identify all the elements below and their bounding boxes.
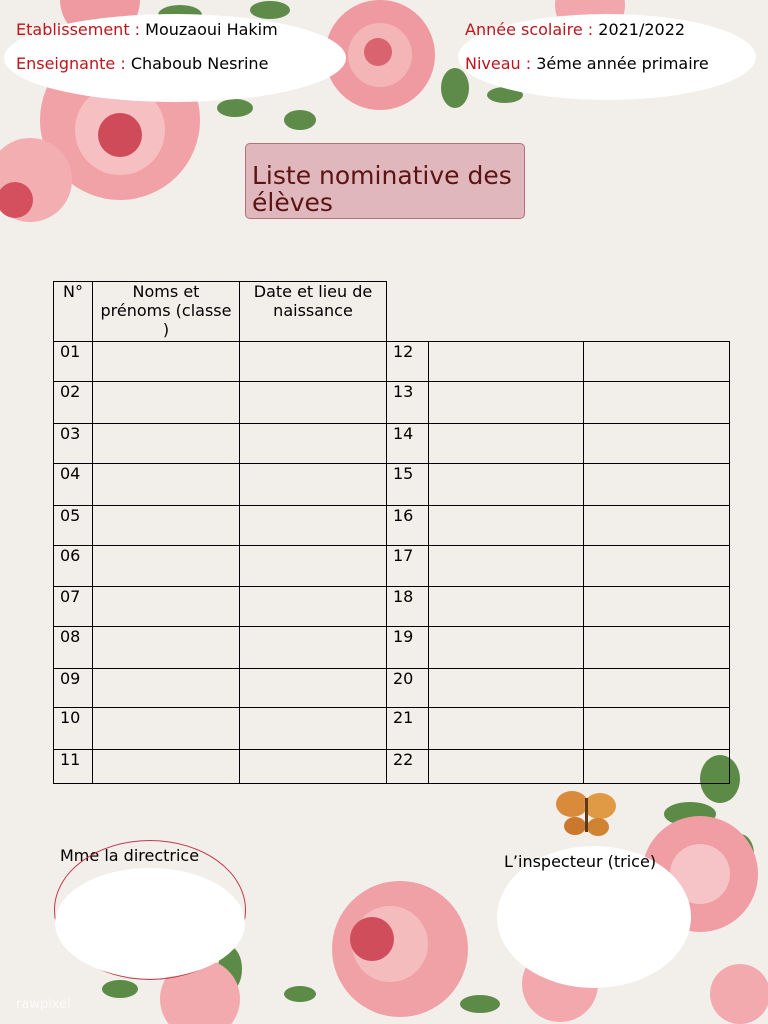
inspector-signature-label: L’inspecteur (trice): [504, 852, 657, 871]
school-value: Mouzaoui Hakim: [145, 20, 278, 39]
row-number: 10: [54, 708, 93, 750]
birth-cell[interactable]: [240, 342, 387, 382]
table-row: [54, 424, 730, 464]
birth-cell[interactable]: [584, 708, 730, 750]
butterfly-icon: [556, 791, 616, 836]
birth-cell[interactable]: [584, 424, 730, 464]
row-number: 04: [54, 464, 93, 506]
birth-cell[interactable]: [240, 506, 387, 546]
row-number: 22: [387, 750, 429, 784]
table-header-row: [54, 282, 730, 342]
table-row: [54, 546, 730, 587]
name-cell[interactable]: [429, 587, 584, 627]
col-header-names: Noms et prénoms (classe ): [93, 282, 240, 342]
col-header-birth: Date et lieu de naissance: [240, 282, 387, 342]
student-list-table: [53, 281, 730, 784]
table-row: [54, 750, 730, 784]
row-number: 12: [387, 342, 429, 382]
birth-cell[interactable]: [240, 669, 387, 708]
row-number: 07: [54, 587, 93, 627]
birth-cell[interactable]: [240, 587, 387, 627]
name-cell[interactable]: [93, 424, 240, 464]
name-cell[interactable]: [429, 506, 584, 546]
birth-cell[interactable]: [240, 464, 387, 506]
row-number: 20: [387, 669, 429, 708]
year-line: [465, 20, 685, 39]
birth-cell[interactable]: [584, 506, 730, 546]
name-cell[interactable]: [93, 342, 240, 382]
row-number: 18: [387, 587, 429, 627]
name-cell[interactable]: [93, 506, 240, 546]
birth-cell[interactable]: [584, 464, 730, 506]
table-row: [54, 506, 730, 546]
row-number: 19: [387, 627, 429, 669]
row-number: 03: [54, 424, 93, 464]
table-row: [54, 382, 730, 424]
row-number: 06: [54, 546, 93, 587]
birth-cell[interactable]: [240, 424, 387, 464]
table-row: [54, 587, 730, 627]
table-row: [54, 627, 730, 669]
table-row: [54, 669, 730, 708]
teacher-label: Enseignante :: [16, 54, 126, 73]
name-cell[interactable]: [93, 708, 240, 750]
level-line: [465, 54, 709, 73]
level-value: 3éme année primaire: [536, 54, 709, 73]
teacher-line: [16, 54, 268, 73]
table-row: [54, 708, 730, 750]
birth-cell[interactable]: [240, 708, 387, 750]
row-number: 09: [54, 669, 93, 708]
col-header-number: N°: [54, 282, 93, 342]
birth-cell[interactable]: [240, 382, 387, 424]
table-row: [54, 342, 730, 382]
name-cell[interactable]: [429, 669, 584, 708]
name-cell[interactable]: [93, 750, 240, 784]
name-cell[interactable]: [429, 750, 584, 784]
row-number: 01: [54, 342, 93, 382]
name-cell[interactable]: [429, 708, 584, 750]
row-number: 15: [387, 464, 429, 506]
year-label: Année scolaire :: [465, 20, 594, 39]
name-cell[interactable]: [429, 342, 584, 382]
birth-cell[interactable]: [584, 627, 730, 669]
school-line: [16, 20, 278, 39]
director-signature-label: Mme la directrice: [60, 846, 200, 865]
page-title: Liste nominative des élèves: [245, 143, 525, 219]
name-cell[interactable]: [93, 587, 240, 627]
row-number: 14: [387, 424, 429, 464]
name-cell[interactable]: [93, 669, 240, 708]
row-number: 08: [54, 627, 93, 669]
row-number: 13: [387, 382, 429, 424]
birth-cell[interactable]: [584, 342, 730, 382]
birth-cell[interactable]: [584, 382, 730, 424]
row-number: 02: [54, 382, 93, 424]
year-value: 2021/2022: [598, 20, 686, 39]
school-label: Etablissement :: [16, 20, 141, 39]
name-cell[interactable]: [429, 424, 584, 464]
teacher-value: Chaboub Nesrine: [130, 54, 269, 73]
birth-cell[interactable]: [240, 627, 387, 669]
name-cell[interactable]: [93, 382, 240, 424]
director-signature-fill: [55, 868, 245, 978]
row-number: 21: [387, 708, 429, 750]
birth-cell[interactable]: [240, 546, 387, 587]
name-cell[interactable]: [429, 382, 584, 424]
birth-cell[interactable]: [584, 750, 730, 784]
name-cell[interactable]: [93, 546, 240, 587]
name-cell[interactable]: [93, 627, 240, 669]
level-label: Niveau :: [465, 54, 532, 73]
row-number: 16: [387, 506, 429, 546]
birth-cell[interactable]: [240, 750, 387, 784]
row-number: 11: [54, 750, 93, 784]
name-cell[interactable]: [93, 464, 240, 506]
watermark: rawpixel: [16, 997, 71, 1012]
name-cell[interactable]: [429, 464, 584, 506]
row-number: 05: [54, 506, 93, 546]
birth-cell[interactable]: [584, 546, 730, 587]
name-cell[interactable]: [429, 627, 584, 669]
birth-cell[interactable]: [584, 587, 730, 627]
row-number: 17: [387, 546, 429, 587]
birth-cell[interactable]: [584, 669, 730, 708]
name-cell[interactable]: [429, 546, 584, 587]
table-row: [54, 464, 730, 506]
